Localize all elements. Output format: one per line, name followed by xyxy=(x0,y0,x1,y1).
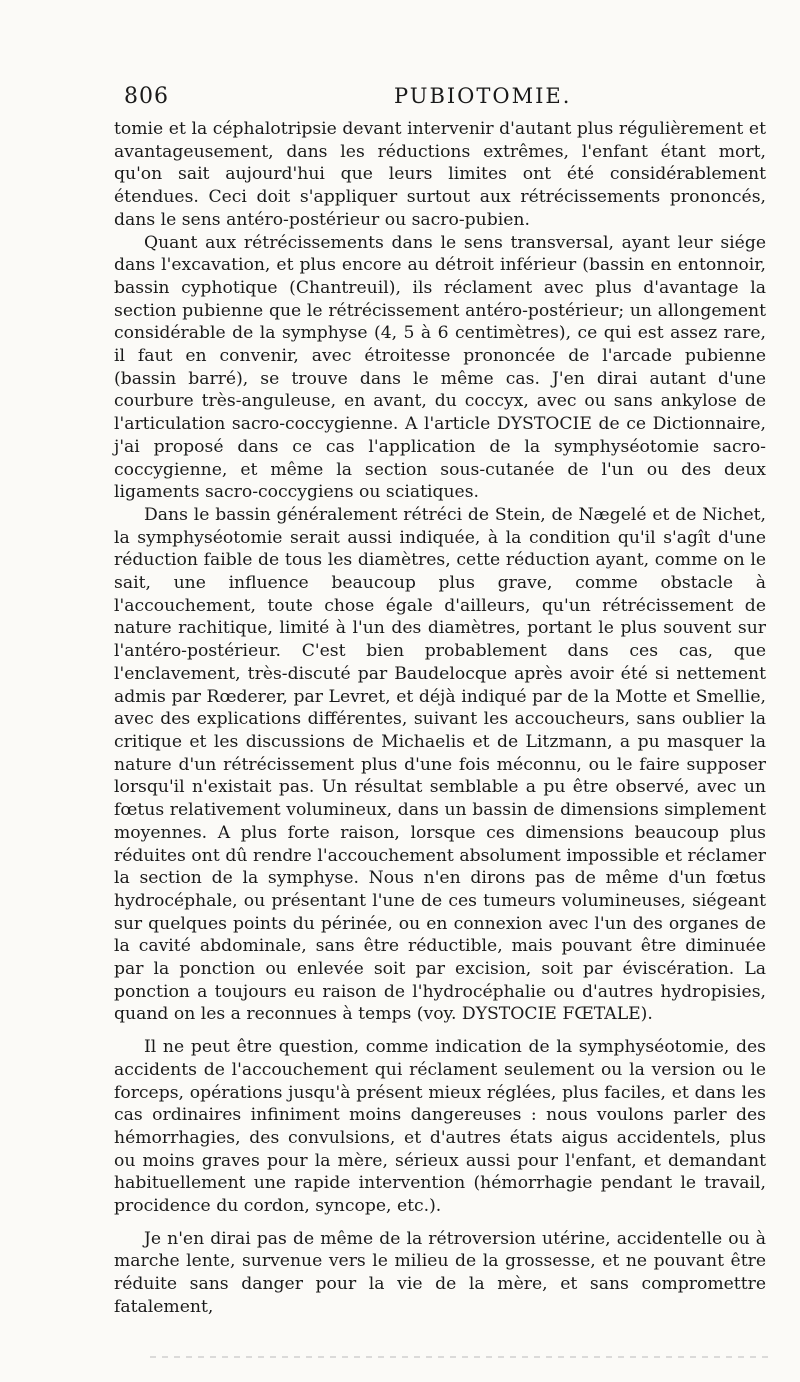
running-title: PUBIOTOMIE. xyxy=(394,84,572,108)
paragraph-generally-narrowed-pelvis: Dans le bassin généralement rétréci de Stein, de Nægelé et de Nichet, la symphyséotomie serait aussi indiquée, à la condition qu'il s'agît d'une réduction faible de tous les diamètres, cette réduction ayant, comme on le sait, une influence beaucoup plus grave, comme obstacle à l'accouchement, toute chose égale d'ailleurs, qu'un rétrécissement de nature rachitique, limité à l'un des diamètres, portant le plus souvent sur l'antéro-postérieur. C'est bien probablement dans ces cas, que l'enclavement, très-discuté par Baudelocque après avoir été si nettement admis par Rœderer, par Levret, et déjà indiqué par de la Motte et Smellie, avec des explications différentes, suivant les accoucheurs, sans oublier la critique et les discussions de Michaelis et de Litzmann, a pu masquer la nature d'un rétrécissement plus d'une fois méconnu, ou le faire supposer lorsqu'il n'existait pas. Un résultat semblable a pu être observé, avec un fœtus relativement volumineux, dans un bassin de dimensions simplement moyennes. A plus forte raison, lorsque ces dimensions beaucoup plus réduites ont dû rendre l'accouchement absolument impossible et réclamer la section de la symphyse. Nous n'en dirons pas de même d'un fœtus hydrocéphale, ou présentant l'une de ces tumeurs volumineuses, siégeant sur quelques points du périnée, ou en connexion avec l'un des organes de la cavité abdominale, sans être réductible, mais pouvant être diminuée par la ponction ou enlevée soit par excision, soit par éviscération. La ponction a toujours eu raison de l'hydrocéphalie ou d'autres hydropisies, quand on les a reconnues à temps (voy. DYSTOCIE FŒTALE). xyxy=(114,504,766,1025)
paragraph-accidents: Il ne peut être question, comme indication de la symphyséotomie, des accidents de l'accouchement qui réclament seulement ou la version ou le forceps, opérations jusqu'à présent mieux réglées, plus faciles, et dans les cas ordinaires infiniment moins dangereuses : nous voulons parler des hémorrhagies, des convulsions, et d'autres états aigus accidentels, plus ou moins graves pour la mère, sérieux aussi pour l'enfant, et demandant habituellement une rapide intervention (hémorrhagie pendant le travail, procidence du cordon, syncope, etc.). xyxy=(114,1037,766,1217)
bleed-through-line xyxy=(150,1356,770,1358)
page-header xyxy=(124,84,764,114)
body-text xyxy=(114,118,766,1319)
page-number: 806 xyxy=(124,84,169,109)
paragraph-continuation: tomie et la céphalotripsie devant intervenir d'autant plus régulièrement et avantageusement, dans les réductions extrêmes, l'enfant étant mort, qu'on sait aujourd'hui que leurs limites ont été considérablement étendues. Ceci doit s'appliquer surtout aux rétrécissements prononcés, dans le sens antéro-postérieur ou sacro-pubien. xyxy=(114,119,766,230)
paragraph-retroversion: Je n'en dirai pas de même de la rétroversion utérine, accidentelle ou à marche lente, survenue vers le milieu de la grossesse, et ne pouvant être réduite sans danger pour la vie de la mère, et sans compromettre fatalement, xyxy=(114,1228,766,1317)
paragraph-transverse-narrowing: Quant aux rétrécissements dans le sens transversal, ayant leur siége dans l'excavation, et plus encore au détroit inférieur (bassin en entonnoir, bassin cyphotique (Chantreuil), ils réclament avec plus d'avantage la section pubienne que le rétrécissement antéro-postérieur; un allongement considérable de la symphyse (4, 5 à 6 centimètres), ce qui est assez rare, il faut en convenir, avec étroitesse prononcée de l'arcade pubienne (bassin barré), se trouve dans le même cas. J'en dirai autant d'une courbure très-anguleuse, en avant, du coccyx, avec ou sans ankylose de l'articulation sacro-coccygienne. A l'article DYSTOCIE de ce Dictionnaire, j'ai proposé dans ce cas l'application de la symphyséotomie sacro-coccygienne, et même la section sous-cutanée de l'un ou des deux ligaments sacro-coccygiens ou sciatiques. xyxy=(114,232,766,503)
